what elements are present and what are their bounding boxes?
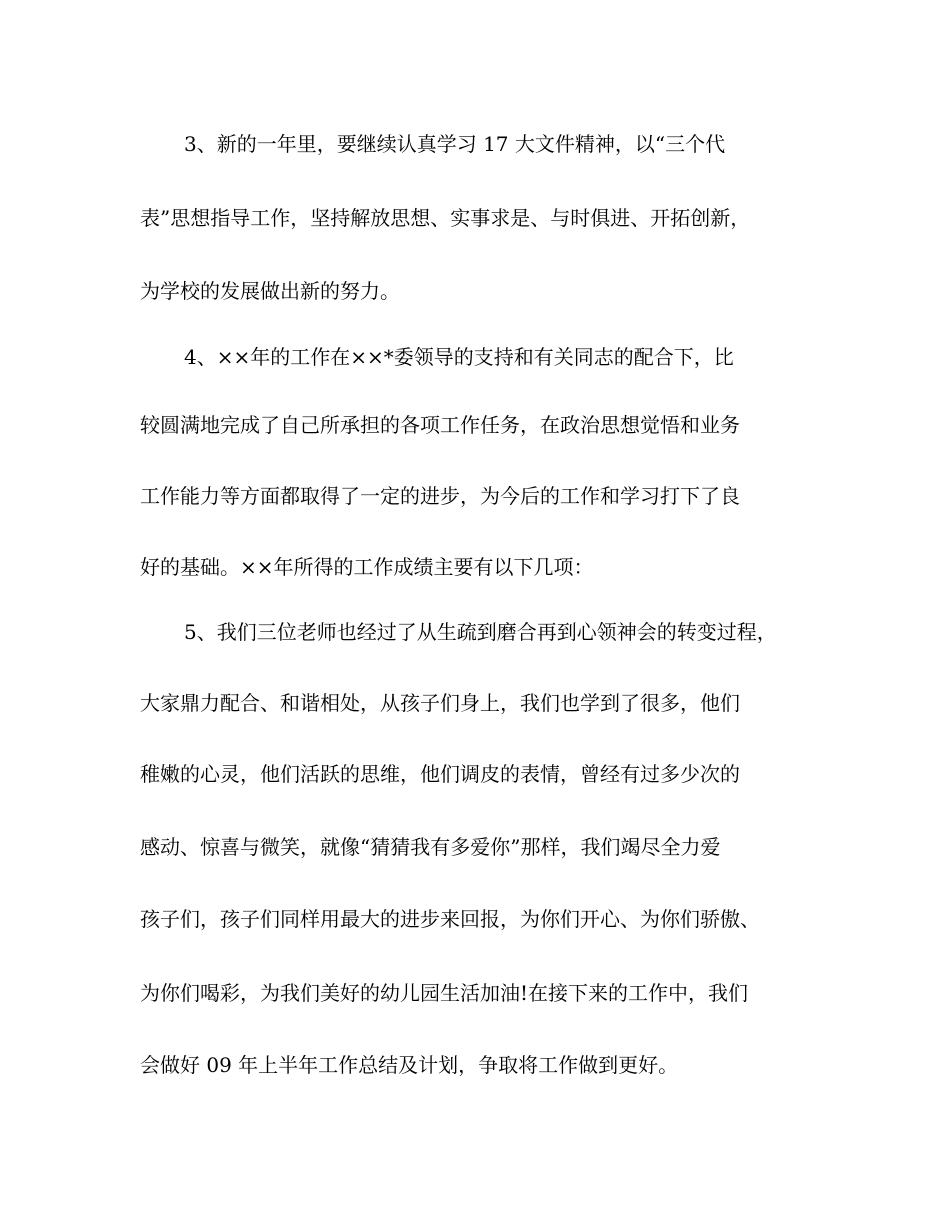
- paragraph-line: 会做好 09 年上半年工作总结及计划，争取将工作做到更好。: [140, 1053, 679, 1077]
- paragraph-line: 好的基础。××年所得的工作成绩主要有以下几项：: [140, 555, 594, 579]
- paragraph-line: 稚嫩的心灵，他们活跃的思维，他们调皮的表情，曾经有过多少次的: [140, 762, 740, 786]
- paragraph-line: 为学校的发展做出新的努力。: [140, 279, 400, 303]
- paragraph-line: 工作能力等方面都取得了一定的进步，为今后的工作和学习打下了良: [140, 484, 740, 508]
- paragraph-line: 孩子们，孩子们同样用最大的进步来回报，为你们开心、为你们骄傲、: [140, 907, 760, 931]
- paragraph-line: 为你们喝彩，为我们美好的幼儿园生活加油!在接下来的工作中，我们: [140, 981, 749, 1005]
- paragraph-line: 4、××年的工作在××*委领导的支持和有关同志的配合下，比: [184, 345, 734, 369]
- paragraph-line: 3、新的一年里，要继续认真学习 17 大文件精神，以“三个代: [184, 132, 726, 156]
- paragraph-line: 表”思想指导工作，坚持解放思想、实事求是、与时俱进、开拓创新，: [140, 206, 751, 230]
- paragraph-line: 感动、惊喜与微笑，就像“猜猜我有多爱你”那样，我们竭尽全力爱: [140, 835, 721, 859]
- paragraph-line: 大家鼎力配合、和谐相处，从孩子们身上，我们也学到了很多，他们: [140, 691, 740, 715]
- paragraph-line: 5、我们三位老师也经过了从生疏到磨合再到心领神会的转变过程，: [184, 620, 777, 644]
- paragraph-line: 较圆满地完成了自己所承担的各项工作任务，在政治思想觉悟和业务: [140, 413, 740, 437]
